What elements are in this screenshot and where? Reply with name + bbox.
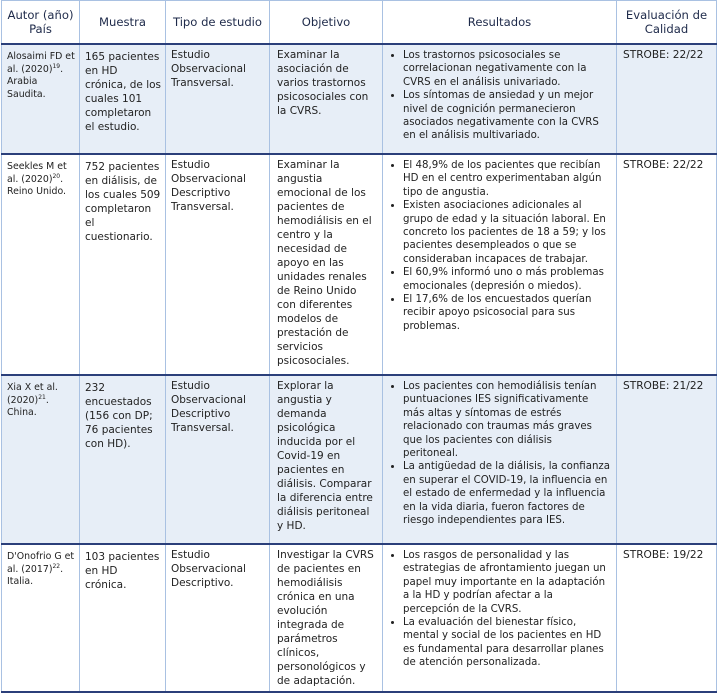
result-item: • Los síntomas de ansiedad y un mejor nivel de cognición permanecieron asociados negativamente con la CVRS en el análisis multivariado.	[403, 89, 610, 143]
results-cell	[383, 154, 617, 375]
study-type-cell: Estudio Observacional Descriptivo Transversal.	[166, 154, 270, 375]
table-row	[2, 544, 717, 692]
objective-cell: Investigar la CVRS de pacientes en hemodiálisis crónica en una evolución integrada de parámetros clínicos, personológicos y de adaptación.	[270, 544, 383, 692]
study-type-cell: Estudio Observacional Transversal.	[166, 44, 270, 154]
header-type: Tipo de estudio	[166, 1, 270, 45]
quality-cell: STROBE: 22/22	[617, 44, 717, 154]
results-cell	[383, 375, 617, 544]
author-cell: Xia X et al. $(2020)^{21}$. China.	[2, 375, 80, 544]
header-author: Autor (año) País	[2, 1, 80, 45]
header-quality: Evaluación de Calidad	[617, 1, 717, 45]
table-row	[2, 44, 717, 154]
result-item: • La antigüedad de la diálisis, la confianza en superar el COVID-19, la influencia en el estado de enfermedad y la influencia en la vida diaria, fueron factores de riesgo independientes para IES.	[403, 460, 610, 527]
reference-number: 19	[52, 62, 61, 70]
reference-number: 20	[52, 172, 61, 180]
author-cell: Alosaimi FD et al. $(2020)^{19}$. Arabia Saudita.	[2, 44, 80, 154]
author-name: Seekles M et al. (2020)	[7, 161, 67, 185]
author-name: Alosaimi FD et al. (2020)	[7, 51, 75, 75]
result-item: • Existen asociaciones adicionales al grupo de edad y la situación laboral. En concreto los pacientes de 18 a 59; y los pacientes desempleados o que se consideraban incapaces de trabajar.	[403, 199, 610, 266]
sample-cell: 103 pacientes en HD crónica.	[80, 544, 166, 692]
result-item: • Los rasgos de personalidad y las estrategias de afrontamiento juegan un papel muy importante en la adaptación a la HD y podrían afectar a la percepción de la CVRS.	[403, 549, 610, 616]
author-name: D'Onofrio G et al. (2017)	[7, 551, 75, 575]
quality-cell: STROBE: 21/22	[617, 375, 717, 544]
studies-table	[1, 0, 717, 693]
sample-cell: 165 pacientes en HD crónica, de los cuales 101 completaron el estudio.	[80, 44, 166, 154]
author-name: Xia X et al. (2020)	[7, 382, 58, 406]
header-results: Resultados	[383, 1, 617, 45]
reference-number: 22	[52, 562, 61, 570]
header-row	[2, 1, 717, 45]
author-country: Reino Unido.	[7, 186, 67, 197]
author-cell: Seekles M et al. $(2020)^{20}$. Reino Unido.	[2, 154, 80, 375]
reference-number: 21	[38, 393, 46, 401]
table-row	[2, 375, 717, 544]
result-item: • Los trastornos psicosociales se correlacionan negativamente con la CVRS en el análisis univariado.	[403, 49, 610, 89]
objective-cell: Examinar la asociación de varios trastornos psicosociales con la CVRS.	[270, 44, 383, 154]
quality-cell: STROBE: 22/22	[617, 154, 717, 375]
result-item: • La evaluación del bienestar físico, mental y social de los pacientes en HD es fundamental para desarrollar planes de atención personalizada.	[403, 616, 610, 670]
author-country: China.	[7, 407, 37, 418]
author-cell: D'Onofrio G et al. $(2017)^{22}$. Italia.	[2, 544, 80, 692]
header-objective: Objetivo	[270, 1, 383, 45]
result-item: • Los pacientes con hemodiálisis tenían puntuaciones IES significativamente más altas y síntomas de estrés relacionado con traumas más graves que los pacientes con diálisis peritoneal.	[403, 380, 610, 460]
result-item: • El 60,9% informó uno o más problemas emocionales (depresión o miedos).	[403, 266, 610, 293]
table-row	[2, 154, 717, 375]
results-cell	[383, 44, 617, 154]
sample-cell: 752 pacientes en diálisis, de los cuales 509 completaron el cuestionario.	[80, 154, 166, 375]
result-item: • El 17,6% de los encuestados querían recibir apoyo psicosocial para sus problemas.	[403, 293, 610, 333]
sample-cell: 232 encuestados (156 con DP; 76 pacientes con HD).	[80, 375, 166, 544]
results-cell	[383, 544, 617, 692]
author-country: Arabia Saudita.	[7, 76, 46, 100]
result-item: • El 48,9% de los pacientes que recibían HD en el centro experimentaban algún tipo de angustia.	[403, 159, 610, 199]
study-type-cell: Estudio Observacional Descriptivo Transversal.	[166, 375, 270, 544]
quality-cell: STROBE: 19/22	[617, 544, 717, 692]
objective-cell: Examinar la angustia emocional de los pacientes de hemodiálisis en el centro y la necesidad de apoyo en las unidades renales de Reino Unido con diferentes modelos de prestación de servicios psicosociales.	[270, 154, 383, 375]
header-sample: Muestra	[80, 1, 166, 45]
objective-cell: Explorar la angustia y demanda psicológica inducida por el Covid-19 en pacientes en diálisis. Comparar la diferencia entre diálisis peritoneal y HD.	[270, 375, 383, 544]
author-country: Italia.	[7, 576, 34, 587]
study-type-cell: Estudio Observacional Descriptivo.	[166, 544, 270, 692]
